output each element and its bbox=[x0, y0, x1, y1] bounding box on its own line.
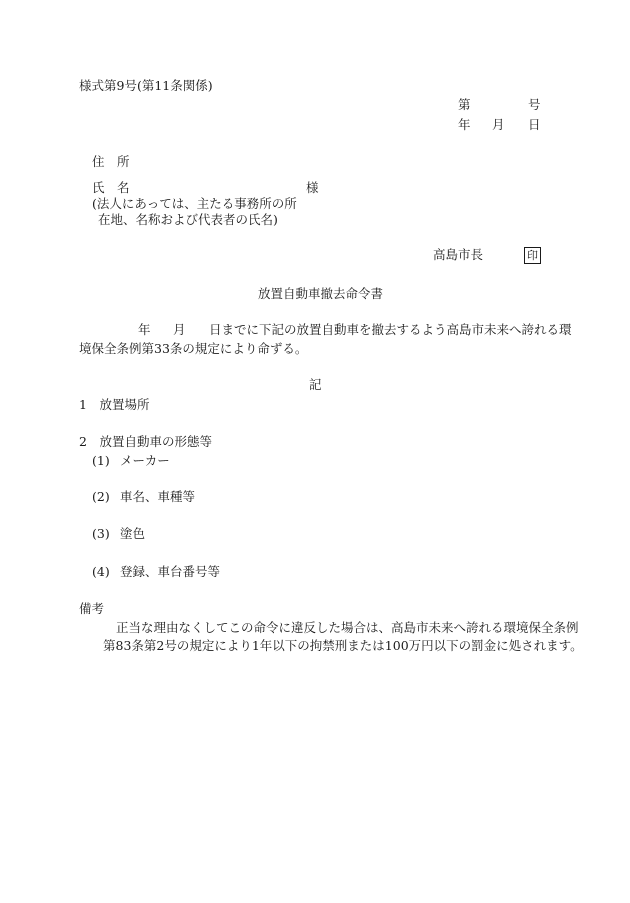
sub-item-label: 車名、車種等 bbox=[120, 489, 196, 504]
remarks-heading: 備考 bbox=[79, 601, 105, 616]
corporate-note-line2: 在地、名称および代表者の氏名) bbox=[98, 212, 278, 227]
number-suffix: 号 bbox=[528, 97, 541, 112]
item-2: 2 放置自動車の形態等 bbox=[79, 434, 212, 449]
ki-heading: 記 bbox=[309, 377, 322, 392]
sub-item-num: (2) bbox=[92, 489, 110, 504]
body-year: 年 bbox=[138, 322, 151, 337]
address-label: 住 所 bbox=[92, 154, 130, 169]
sub-item-label: 塗色 bbox=[120, 526, 146, 541]
document-title: 放置自動車撤去命令書 bbox=[258, 286, 384, 301]
date-day: 日 bbox=[528, 117, 541, 132]
body-month: 月 bbox=[173, 322, 186, 337]
name-label: 氏 名 bbox=[92, 180, 130, 195]
honorific: 様 bbox=[306, 180, 319, 195]
sub-item-label: メーカー bbox=[120, 453, 170, 468]
sub-item-num: (3) bbox=[92, 526, 110, 541]
item-1: 1 放置場所 bbox=[79, 397, 150, 412]
sub-item-num: (1) bbox=[92, 453, 110, 468]
date-year: 年 bbox=[458, 117, 471, 132]
form-label: 様式第9号(第11条関係) bbox=[79, 78, 213, 93]
date-month: 月 bbox=[492, 117, 505, 132]
remarks-line1: 正当な理由なくしてこの命令に違反した場合は、高島市未来へ誇れる環境保全条例 bbox=[116, 620, 579, 635]
corporate-note-line1: (法人にあっては、主たる事務所の所 bbox=[92, 196, 297, 211]
body-line2: 境保全条例第33条の規定により命ずる。 bbox=[79, 341, 308, 356]
seal-mark: 印 bbox=[524, 247, 541, 264]
sub-item-label: 登録、車台番号等 bbox=[120, 564, 221, 579]
issuer-title: 高島市長 bbox=[433, 247, 484, 262]
body-line1-rest: 日までに下記の放置自動車を撤去するよう高島市未来へ誇れる環 bbox=[209, 322, 572, 337]
number-prefix: 第 bbox=[458, 97, 471, 112]
sub-item-num: (4) bbox=[92, 564, 110, 579]
remarks-line2: 第83条第2号の規定により1年以下の拘禁刑または100万円以下の罰金に処されます。 bbox=[103, 638, 583, 653]
